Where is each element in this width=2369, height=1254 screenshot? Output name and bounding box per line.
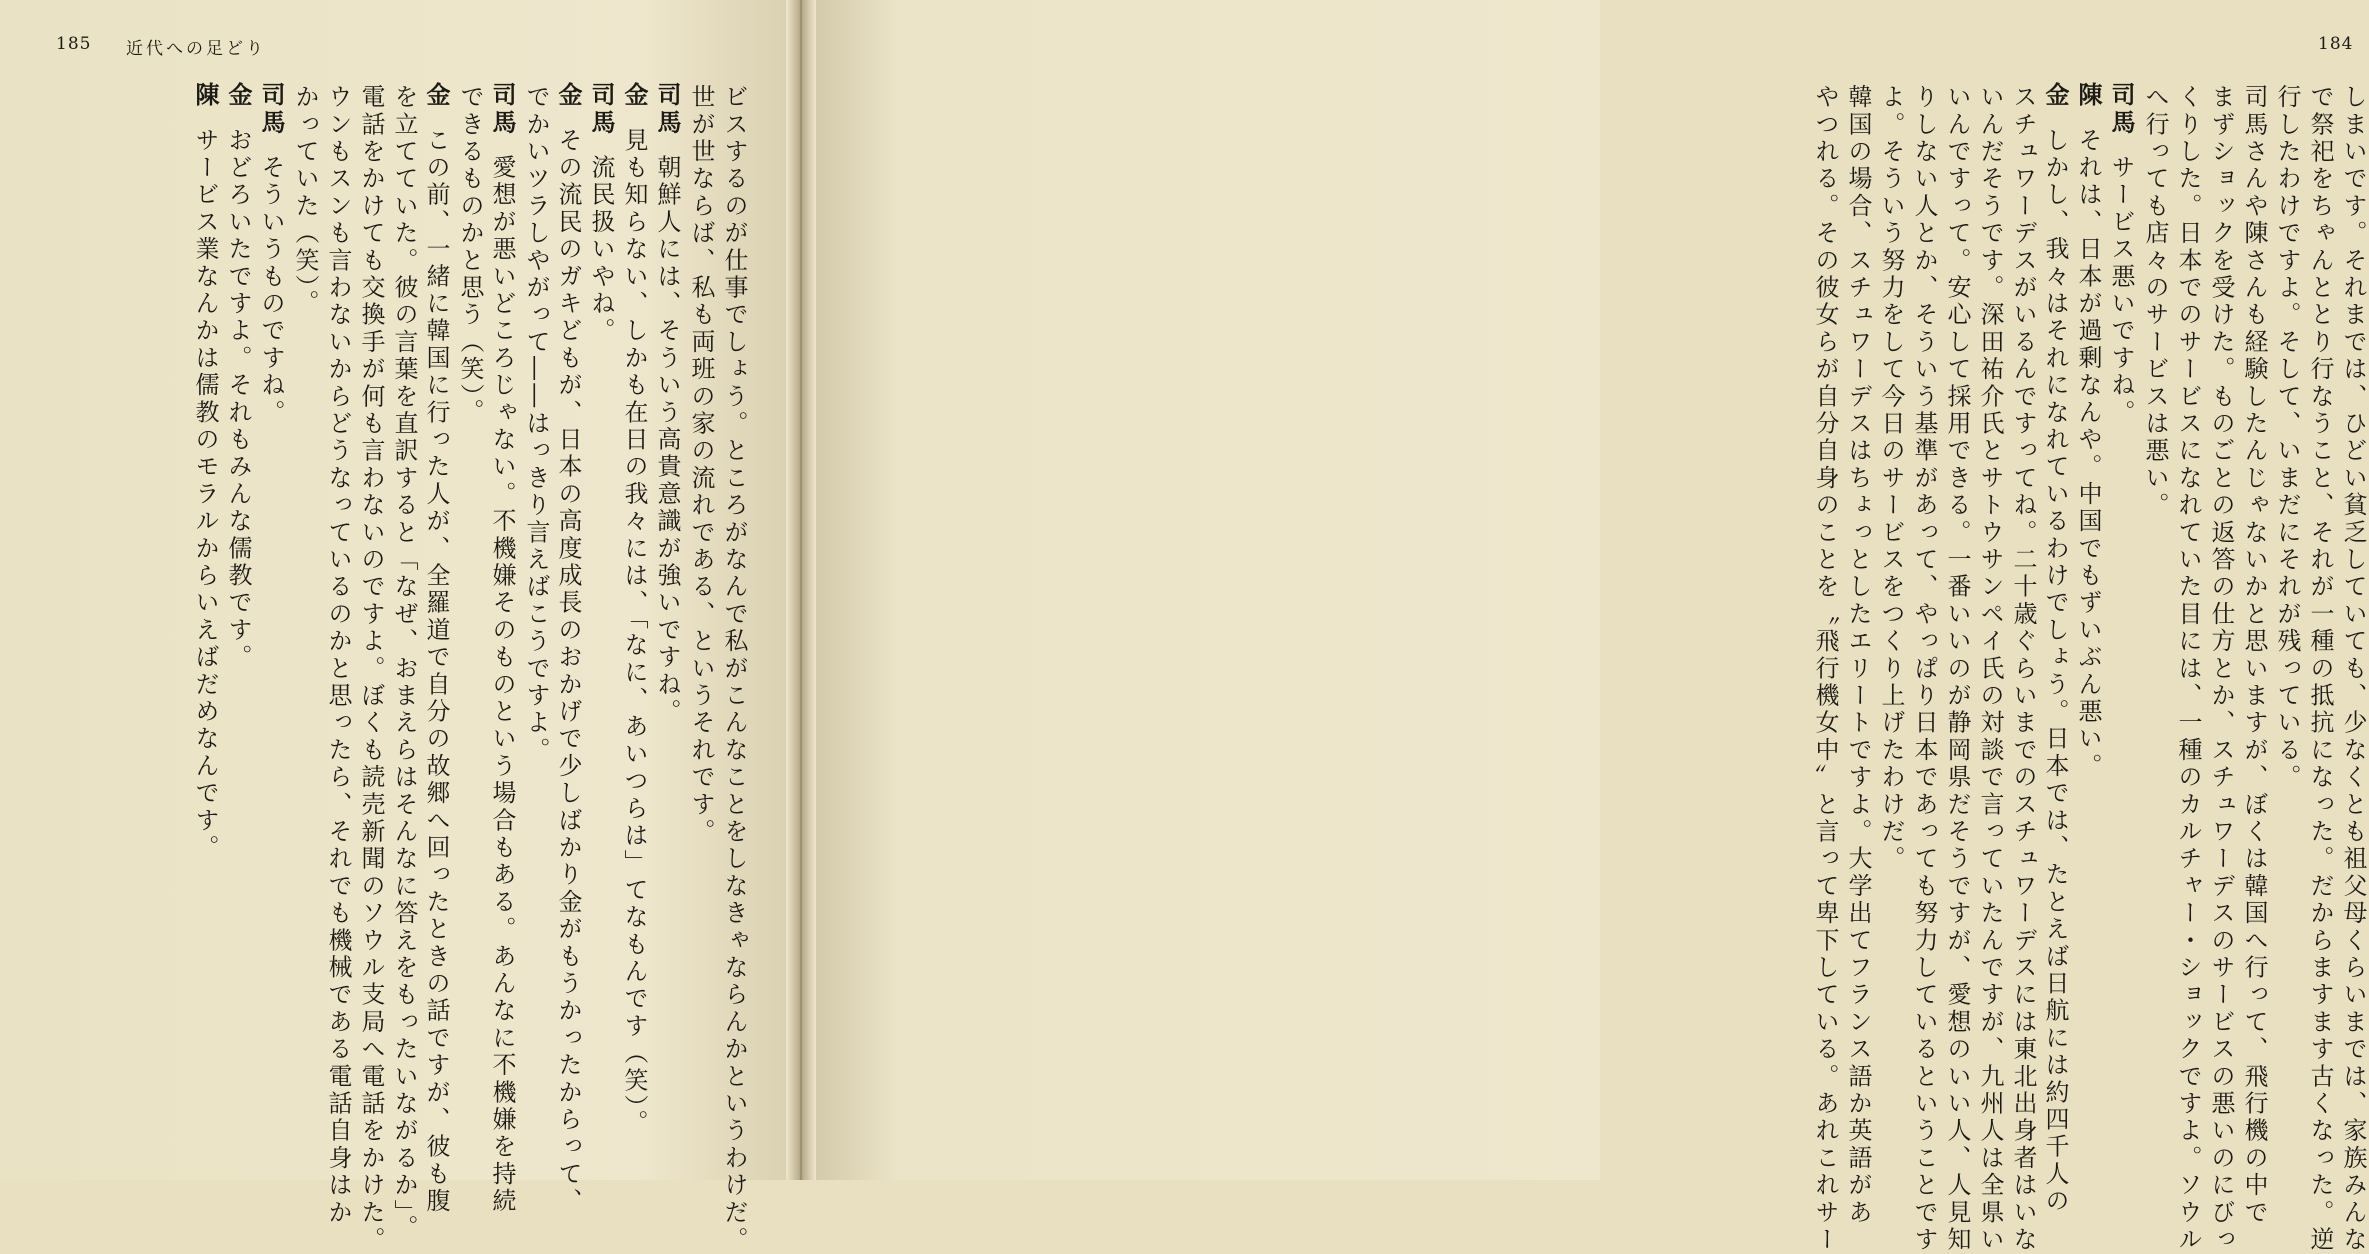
line-text: 司馬さんや陳さんも経験したんじゃないかと思いますが、ぼくは韓国へ行って、飛行機の中で xyxy=(2240,84,2268,1227)
line-text: りしない人とか、そういう基準があって、やっぱり日本であっても努力しているということです xyxy=(1910,84,1938,1254)
text-line xyxy=(585,82,618,1122)
speaker-label: 金 xyxy=(422,82,451,110)
speaker-label: 金 xyxy=(554,82,583,110)
line-text: いんだそうです。深田祐介氏とサトウサンペイ氏の対談で言っていたんですが、九州人は全県い xyxy=(1976,84,2004,1254)
line-text: その流民のガキどもが、日本の高度成長のおかげで少しばかり金がもうかったからって、 xyxy=(554,127,582,1216)
text-line xyxy=(453,82,486,1122)
speaker-label: 司馬 xyxy=(488,82,517,137)
line-text: この前、一緒に韓国に行った人が、全羅道で自分の故郷へ回ったときの話ですが、彼も腹 xyxy=(422,127,450,1216)
speaker-label: 司馬 xyxy=(587,82,616,137)
text-line xyxy=(486,82,519,1216)
text-line xyxy=(1973,82,2006,1254)
line-text: しかし、我々はそれになれているわけでしょう。日本では、たとえば日航には約四千人の xyxy=(2041,127,2069,1216)
text-line xyxy=(651,82,684,1122)
speaker-label: 陳 xyxy=(2074,82,2103,110)
text-line xyxy=(321,82,354,1227)
text-line xyxy=(618,82,651,1137)
speaker-label: 司馬 xyxy=(653,82,682,137)
text-line xyxy=(2303,82,2336,1254)
text-line xyxy=(189,82,222,1122)
line-text: そういうものですね。 xyxy=(257,154,285,427)
text-line xyxy=(354,82,387,1254)
line-text: サービス悪いですね。 xyxy=(2107,154,2135,427)
text-line xyxy=(2171,82,2204,1254)
line-text: ビスするのが仕事でしょう。ところがなんで私がこんなことをしなきゃならんかというわけだ。 xyxy=(720,84,748,1254)
line-text: 世が世ならば、私も両班の家の流れである、というそれです。 xyxy=(687,84,715,846)
line-text: 愛想が悪いどころじゃない。不機嫌そのものという場合もある。あんなに不機嫌を持続 xyxy=(488,154,516,1216)
text-line xyxy=(519,82,552,1122)
text-line xyxy=(717,82,750,1254)
line-text: 行したわけですよ。そして、いまだにそれが残っている。 xyxy=(2273,84,2301,792)
text-line xyxy=(222,82,255,1122)
line-text: くりした。日本でのサービスになれていた目には、一種のカルチャー・ショックですよ。ソウル xyxy=(2174,84,2202,1254)
text-line xyxy=(1808,82,1841,1254)
text-line xyxy=(2138,82,2171,1122)
text-line xyxy=(255,82,288,1122)
speaker-label: 金 xyxy=(620,82,649,110)
text-line xyxy=(1874,82,1907,1122)
line-text: かっていた（笑）。 xyxy=(291,84,319,317)
line-text: 見も知らない、しかも在日の我々には、「なに、あいつらは」てなもんです（笑）。 xyxy=(620,127,648,1137)
line-text: いんですって。安心して採用できる。一番いいのが静岡県だそうですが、愛想のいい人、人見知 xyxy=(1943,84,1971,1254)
speaker-label: 金 xyxy=(224,82,253,110)
text-line xyxy=(387,82,420,1242)
line-text: スチュワーデスがいるんですってね。二十歳ぐらいまでのスチュワーデスには東北出身者はいな xyxy=(2009,84,2037,1254)
speaker-label: 陳 xyxy=(191,82,220,110)
text-line xyxy=(420,82,453,1216)
right-text-columns xyxy=(1657,82,2369,1254)
text-line xyxy=(1907,82,1940,1254)
line-text: でかいツラしやがって――はっきり言えばこうですよ。 xyxy=(522,84,550,764)
line-text: しまいです。それまでは、ひどい貧乏していても、少なくとも祖父母くらいまでは、家族みんな xyxy=(2339,84,2367,1254)
line-text: できるものかと思う（笑）。 xyxy=(456,84,484,426)
speaker-label: 司馬 xyxy=(257,82,286,137)
speaker-label: 金 xyxy=(2041,82,2070,110)
line-text: を立てていた。彼の言葉を直訳すると「なぜ、おまえらはそんなに答えをもったいながるか」。 xyxy=(390,84,418,1242)
line-text: へ行っても店々のサービスは悪い。 xyxy=(2141,84,2169,520)
text-line xyxy=(2039,82,2072,1216)
line-text: ウンもスンも言わないからどうなっているのかと思ったら、それでも機械である電話自身はか xyxy=(324,84,352,1227)
line-text: サービス業なんかは儒教のモラルからいえばだめなんです。 xyxy=(191,127,219,862)
line-text: 朝鮮人には、そういう高貴意識が強いですね。 xyxy=(653,154,681,726)
line-text: 流民扱いやね。 xyxy=(587,154,615,345)
line-text: 韓国の場合、スチュワーデスはちょっとしたエリートですよ。大学出てフランス語か英語があ xyxy=(1844,84,1872,1227)
text-line xyxy=(684,82,717,1122)
text-line xyxy=(2270,82,2303,1122)
text-line xyxy=(2237,82,2270,1227)
running-title: 近代への足どり xyxy=(126,39,266,59)
left-text-columns xyxy=(30,82,750,1254)
left-page xyxy=(0,0,798,1254)
text-line xyxy=(2204,82,2237,1254)
text-line xyxy=(2105,82,2138,1122)
line-text: で祭祀をちゃんととり行なうこと、それが一種の抵抗になった。だからますます古くなった。逆 xyxy=(2306,84,2334,1254)
text-line xyxy=(2006,82,2039,1254)
text-line xyxy=(1841,82,1874,1227)
text-line xyxy=(552,82,585,1216)
right-page-number: 184 xyxy=(2318,34,2354,54)
line-text: それは、日本が過剰なんや。中国でもずいぶん悪い。 xyxy=(2074,127,2102,781)
text-line xyxy=(288,82,321,1122)
text-line xyxy=(1940,82,1973,1254)
right-page xyxy=(802,0,2367,1254)
book-gutter xyxy=(786,0,816,1180)
left-page-number: 185 xyxy=(56,34,92,54)
line-text: 電話をかけても交換手が何も言わないのですよ。ぼくも読売新聞のソウル支局へ電話をかけた。 xyxy=(357,84,385,1254)
line-text: やつれる。その彼女らが自分自身のことを〝飛行機女中〟と言って卑下している。あれこれサー xyxy=(1811,84,1839,1254)
speaker-label: 司馬 xyxy=(2107,82,2136,137)
text-line xyxy=(2336,82,2369,1254)
line-text: おどろいたですよ。それもみんな儒教です。 xyxy=(224,127,252,672)
text-line xyxy=(2072,82,2105,1122)
line-text: まずショックを受けた。ものごとの返答の仕方とか、スチュワーデスのサービスの悪いのにびっ xyxy=(2207,84,2235,1254)
line-text: よ。そういう努力をして今日のサービスをつくり上げたわけだ。 xyxy=(1877,84,1905,873)
